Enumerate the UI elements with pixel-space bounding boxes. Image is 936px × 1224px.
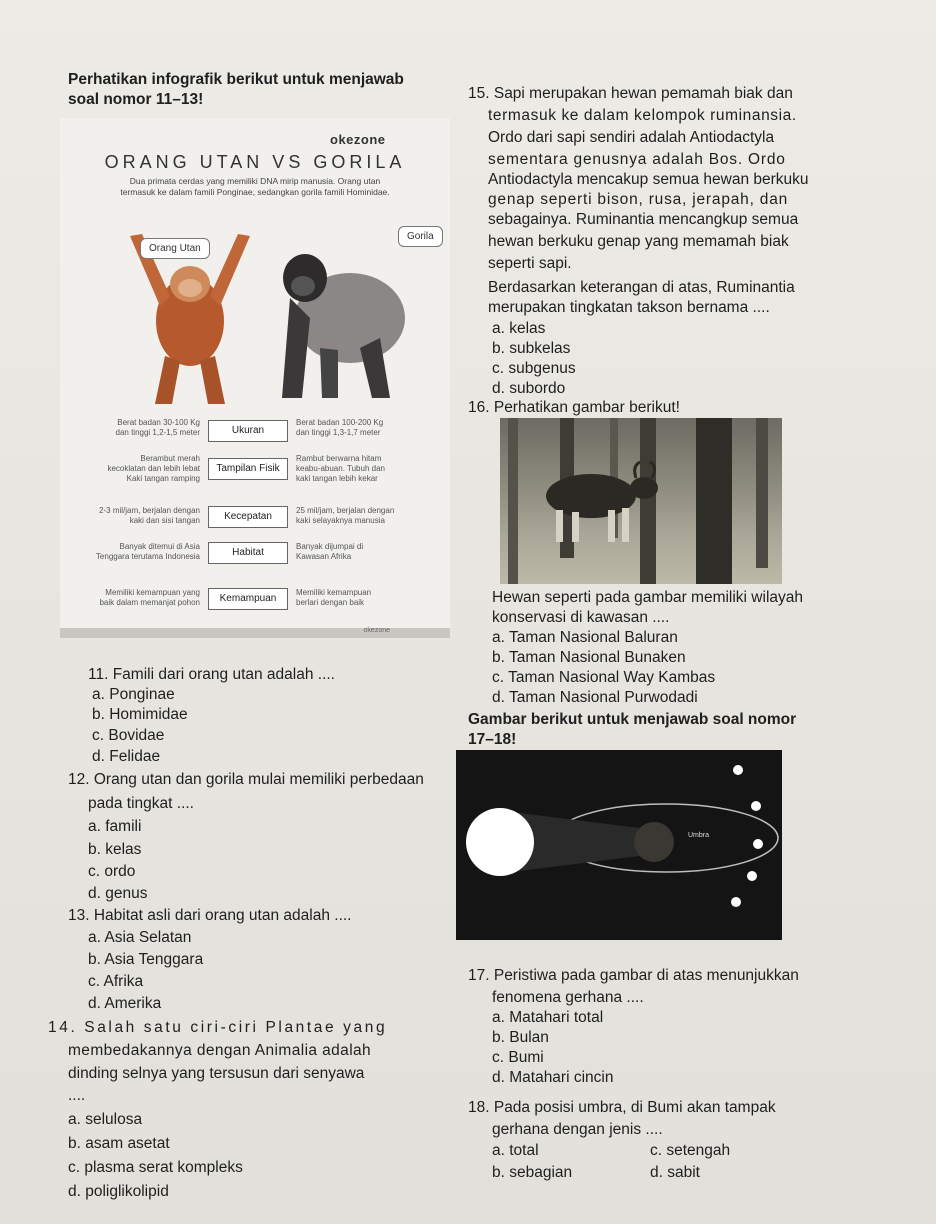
q12-option-a[interactable]: a. famili	[88, 818, 142, 835]
q18-stem-1: 18. Pada posisi umbra, di Bumi akan tampak	[468, 1099, 776, 1116]
q14-option-d[interactable]: d. poliglikolipid	[68, 1183, 169, 1200]
q17-option-a[interactable]: a. Matahari total	[492, 1009, 604, 1026]
q14-stem-3: dinding selnya yang tersusun dari senyawa	[68, 1065, 365, 1082]
q12-stem-2: pada tingkat ....	[88, 795, 194, 812]
kecepatan-left	[60, 506, 200, 526]
q16-option-b[interactable]: b. Taman Nasional Bunaken	[492, 649, 686, 666]
q16-option-a[interactable]: a. Taman Nasional Baluran	[492, 629, 678, 646]
q13-option-c[interactable]: c. Afrika	[88, 973, 144, 990]
sun	[466, 808, 534, 876]
q15-line-10: Berdasarkan keterangan di atas, Ruminantia	[488, 279, 795, 296]
habitat-left	[60, 542, 200, 562]
category-tampilan-fisik: Tampilan Fisik	[208, 458, 288, 480]
eclipse-diagram	[456, 750, 782, 940]
q14-option-c[interactable]: c. plasma serat kompleks	[68, 1159, 243, 1176]
row-text: Tenggara terutama Indonesia	[95, 552, 200, 561]
category-kecepatan: Kecepatan	[208, 506, 288, 528]
row-text: Banyak dijumpai di	[296, 542, 364, 551]
row-text: 2-3 mil/jam, berjalan dengan	[99, 506, 200, 515]
row-text: Berat badan 100-200 Kg	[296, 418, 384, 427]
q11-option-b[interactable]: b. Homimidae	[92, 706, 188, 723]
q17-stem-2: fenomena gerhana ....	[492, 989, 644, 1006]
moon-5	[731, 897, 741, 907]
photo-tree	[508, 418, 518, 584]
row-text: kaki selayaknya manusia	[296, 516, 385, 525]
row-text: keabu-abuan. Tubuh dan	[296, 464, 385, 473]
q15-option-a[interactable]: a. kelas	[492, 320, 546, 337]
category-kemampuan: Kemampuan	[208, 588, 288, 610]
row-text: kaki tangan lebih kekar	[296, 474, 378, 483]
moon-1	[733, 765, 743, 775]
gorilla-illustration	[260, 238, 420, 408]
subtitle-line-1: Dua primata cerdas yang memiliki DNA mirip manusia. Orang utan	[129, 176, 381, 186]
row-text: kecoklatan dan lebih lebat	[107, 464, 200, 473]
infographic-subtitle	[80, 176, 430, 198]
row-text: Kaki tangan ramping	[126, 474, 200, 483]
kemampuan-right	[296, 588, 446, 608]
moon-3	[753, 839, 763, 849]
q15-line-7: sebagainya. Ruminantia mencangkup semua	[488, 211, 799, 228]
q15-line-8: hewan berkuku genap yang memamah biak	[488, 233, 789, 250]
orangutan-label: Orang Utan	[140, 238, 210, 259]
q16-option-d[interactable]: d. Taman Nasional Purwodadi	[492, 689, 698, 706]
q15-line-5: Antiodactyla mencakup semua hewan berkuku	[488, 171, 809, 188]
q16-after-1: Hewan seperti pada gambar memiliki wilayah	[492, 589, 803, 606]
kemampuan-left	[60, 588, 200, 608]
q11-option-d[interactable]: d. Felidae	[92, 748, 161, 765]
gorilla-label: Gorila	[398, 226, 443, 247]
q14-stem-1: 14. Salah satu ciri-ciri Plantae yang	[48, 1019, 388, 1036]
q13-stem: 13. Habitat asli dari orang utan adalah ....	[68, 907, 352, 924]
row-text: Rambut berwarna hitam	[296, 454, 382, 463]
q15-line-3: Ordo dari sapi sendiri adalah Antiodactyla	[488, 129, 775, 146]
q15-line-11: merupakan tingkatan takson bernama ....	[488, 299, 770, 316]
q17-option-c[interactable]: c. Bumi	[492, 1049, 544, 1066]
q11-stem: 11. Famili dari orang utan adalah ....	[88, 666, 335, 683]
photo-tree	[696, 418, 732, 584]
kecepatan-right	[296, 506, 446, 526]
row-text: Memiliki kemampuan yang	[105, 588, 200, 597]
q15-line-2: termasuk ke dalam kelompok ruminansia.	[488, 107, 797, 124]
earth	[634, 822, 674, 862]
row-text: Banyak ditemui di Asia	[119, 542, 200, 551]
q18-option-d[interactable]: d. sabit	[650, 1164, 700, 1181]
q13-option-a[interactable]: a. Asia Selatan	[88, 929, 192, 946]
row-text: kaki dan sisi tangan	[129, 516, 200, 525]
q18-option-c[interactable]: c. setengah	[650, 1142, 731, 1159]
row-text: Berat badan 30-100 Kg	[117, 418, 200, 427]
q12-option-c[interactable]: c. ordo	[88, 863, 136, 880]
q15-option-c[interactable]: c. subgenus	[492, 360, 576, 377]
q11-option-a[interactable]: a. Ponginae	[92, 686, 175, 703]
row-text: 25 mil/jam, berjalan dengan	[296, 506, 395, 515]
infographic-footer	[60, 628, 450, 638]
row-text: dan tinggi 1,2-1,5 meter	[115, 428, 200, 437]
subtitle-line-2: termasuk ke dalam famili Ponginae, sedangkan gorila famili Hominidae.	[120, 187, 390, 197]
q15-line-6: genap seperti bison, rusa, jerapah, dan	[488, 191, 789, 208]
okezone-logo: okezone	[330, 132, 386, 147]
q14-stem-2: membedakannya dengan Animalia adalah	[68, 1042, 372, 1059]
q15-option-d[interactable]: d. subordo	[492, 380, 566, 397]
fisik-right	[296, 454, 446, 484]
moon-2	[751, 801, 761, 811]
q13-option-d[interactable]: d. Amerika	[88, 995, 162, 1012]
row-text: berlari dengan baik	[296, 598, 365, 607]
row-text: baik dalam memanjat pohon	[99, 598, 200, 607]
q14-option-a[interactable]: a. selulosa	[68, 1111, 143, 1128]
q15-line-1: 15. Sapi merupakan hewan pemamah biak dan	[468, 85, 793, 102]
fisik-left	[60, 454, 200, 484]
q12-stem-1: 12. Orang utan dan gorila mulai memiliki perbedaan	[68, 771, 424, 788]
q15-option-b[interactable]: b. subkelas	[492, 340, 571, 357]
habitat-right	[296, 542, 446, 562]
intro-line-1: Perhatikan infografik berikut untuk menjawab	[68, 71, 404, 88]
footer-logo: okezone	[363, 627, 390, 634]
row-text: Kawasan Afrika	[296, 552, 352, 561]
q15-line-4: sementara genusnya adalah Bos. Ordo	[488, 151, 786, 168]
q14-stem-4: ....	[68, 1087, 86, 1104]
section-line-1: Gambar berikut untuk menjawab soal nomor	[468, 711, 797, 728]
q16-stem: 16. Perhatikan gambar berikut!	[468, 399, 680, 416]
q18-stem-2: gerhana dengan jenis ....	[492, 1121, 663, 1138]
umbra-label: Umbra	[688, 832, 710, 839]
category-habitat: Habitat	[208, 542, 288, 564]
q14-option-b[interactable]: b. asam asetat	[68, 1135, 170, 1152]
q17-option-b[interactable]: b. Bulan	[492, 1029, 549, 1046]
q16-option-c[interactable]: c. Taman Nasional Way Kambas	[492, 669, 716, 686]
q12-option-b[interactable]: b. kelas	[88, 841, 142, 858]
q18-option-b[interactable]: b. sebagian	[492, 1164, 573, 1181]
infographic	[60, 118, 450, 638]
q12-option-d[interactable]: d. genus	[88, 885, 148, 902]
banteng-photo	[500, 418, 782, 584]
banteng-animal	[536, 458, 666, 548]
q15-line-9: seperti sapi.	[488, 255, 572, 272]
q18-option-a[interactable]: a. total	[492, 1142, 539, 1159]
q16-after-2: konservasi di kawasan ....	[492, 609, 670, 626]
category-ukuran: Ukuran	[208, 420, 288, 442]
ukuran-left	[60, 418, 200, 438]
q11-option-c[interactable]: c. Bovidae	[92, 727, 165, 744]
row-text: Memiliki kemampuan	[296, 588, 372, 597]
eclipse-svg	[456, 750, 782, 940]
ukuran-right	[296, 418, 446, 438]
q17-option-d[interactable]: d. Matahari cincin	[492, 1069, 614, 1086]
q13-option-b[interactable]: b. Asia Tenggara	[88, 951, 204, 968]
infographic-title: ORANG UTAN VS GORILA	[104, 152, 406, 172]
intro-line-2: soal nomor 11–13!	[68, 91, 204, 108]
section-line-2: 17–18!	[468, 731, 517, 748]
row-text: Berambut merah	[140, 454, 200, 463]
row-text: dan tinggi 1,3-1,7 meter	[296, 428, 381, 437]
photo-tree	[756, 418, 768, 568]
moon-4	[747, 871, 757, 881]
q17-stem-1: 17. Peristiwa pada gambar di atas menunjukkan	[468, 967, 799, 984]
